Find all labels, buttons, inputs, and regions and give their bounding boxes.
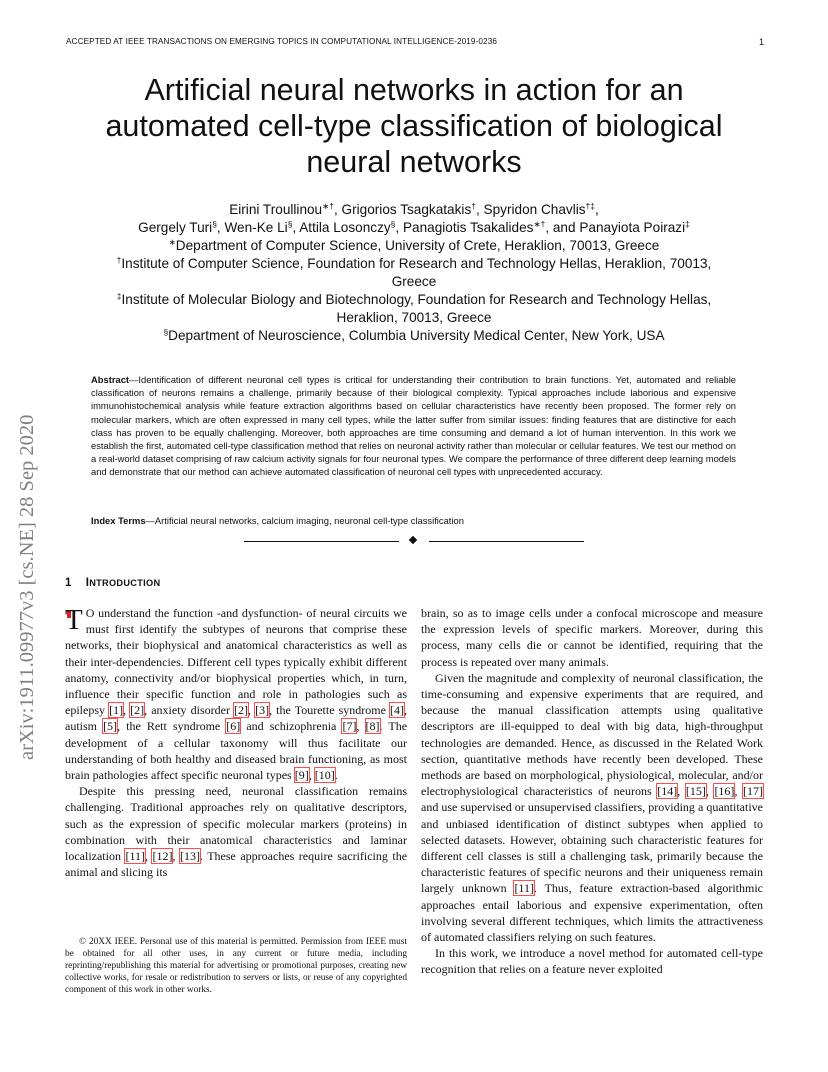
- paragraph-text: . Thus, feature extraction-based algorithmic approaches entail laborious and expensive experimentation, often involving several different techniques, which limits the attractiveness of automated classifiers relying on such features.: [421, 881, 764, 945]
- citation-link[interactable]: [3]: [255, 703, 270, 718]
- citation-link[interactable]: [12]: [152, 849, 173, 864]
- citation-link[interactable]: [11]: [514, 881, 534, 896]
- affiliation-text: Department of Computer Science, University of Crete, Heraklion, 70013, Greece: [175, 238, 660, 253]
- affiliation-columbia: [80, 327, 748, 345]
- separator: ,: [705, 784, 715, 799]
- paragraph: [421, 670, 763, 945]
- citation-link[interactable]: [5]: [103, 719, 118, 734]
- separator: ,: [172, 849, 180, 864]
- paragraph-text: , the Tourette syndrome: [269, 703, 390, 718]
- citation-link[interactable]: [8]: [365, 719, 380, 734]
- author-name: , Grigorios Tsagkatakis: [333, 202, 472, 217]
- citation-link[interactable]: [7]: [342, 719, 357, 734]
- title-line-3: neural networks: [306, 145, 522, 179]
- separator: ,: [734, 784, 744, 799]
- affiliation-text: Institute of Molecular Biology and Biotechnology, Foundation for Research and Technology Hellas,: [121, 292, 712, 307]
- paragraph-text: . The development of a cellular taxonomy will thus facilitate our understanding of both healthy and diseased brain functioning, as most brain pathologies affect specific neuronal types: [65, 719, 408, 783]
- affiliation-forth-imbb: [80, 291, 748, 309]
- right-column: [421, 605, 763, 978]
- affiliation-forth-imbb-cont: Heraklion, 70013, Greece: [336, 310, 492, 325]
- affiliation-mark: ∗†: [533, 219, 546, 229]
- affiliation-mark: †: [116, 255, 122, 265]
- paragraph: In this work, we introduce a novel method for automated cell-type recognition that relies on a feature never exploited: [421, 946, 763, 977]
- copyright-footnote: [65, 936, 407, 996]
- citation-link[interactable]: [16]: [714, 784, 735, 799]
- separator: ,: [677, 784, 686, 799]
- author-name: Gergely Turi: [138, 220, 213, 235]
- author-name: , Attila Losonczy: [292, 220, 391, 235]
- separator: ,: [123, 703, 131, 718]
- citation-link[interactable]: [4]: [390, 703, 404, 718]
- copyright-icon: ©: [79, 937, 87, 947]
- abstract: [91, 373, 736, 479]
- affiliation-text: Institute of Computer Science, Foundation for Research and Technology Hellas, Heraklion, 70013,: [121, 256, 712, 271]
- divider-rule-right: [429, 541, 584, 542]
- running-head: ACCEPTED AT IEEE TRANSACTIONS ON EMERGING TOPICS IN COMPUTATIONAL INTELLIGENCE-2019-0236: [66, 37, 498, 46]
- author-name: , Wen-Ke Li: [216, 220, 288, 235]
- paragraph: [65, 783, 407, 880]
- separator: ,: [145, 849, 153, 864]
- diamond-icon: [409, 536, 417, 544]
- divider-rule-left: [244, 541, 399, 542]
- citation-link[interactable]: [9]: [294, 768, 309, 783]
- paragraph-text: Despite this pressing need, neuronal classification remains challenging. Traditional approaches rely on qualitative descriptors, such as the expression of specific molecular markers (proteins) in combination with their anatomical characteristics and laminar localization: [65, 784, 407, 864]
- section-divider: [244, 541, 584, 542]
- citation-link[interactable]: [17]: [743, 784, 764, 799]
- citation-link[interactable]: [13]: [179, 849, 200, 864]
- paragraph-text: . These approaches require sacrificing the animal and slicing its: [65, 849, 408, 880]
- affiliation-mark: †: [471, 201, 476, 211]
- citation-link[interactable]: [1]: [109, 703, 124, 718]
- affiliation-mark: ∗: [168, 237, 176, 247]
- affiliation-mark: ∗†: [322, 201, 334, 211]
- paragraph-text: , the Rett syndrome: [117, 719, 227, 734]
- section-title-rest: NTRODUCTION: [89, 578, 161, 588]
- affiliation-mark: §: [390, 219, 396, 229]
- paragraph: brain, so as to image cells under a confocal microscope and measure the expression levels of specific markers. Moreover, during this process, many cells die or cannot be identified, requiring that the process is repeated over many animals.: [421, 606, 763, 669]
- footnote-body: 20XX IEEE. Personal use of this material is permitted. Permission from IEEE must be obtained for all other uses, in any current or future media, including reprinting/republishing this material for advertising or promotional purposes, creating new collective works, for resale or redistribution to servers or lists, or reuse of any copyrighted component of this work in other works.: [65, 937, 407, 996]
- author-line-1: [80, 201, 748, 219]
- drop-cap: T: [65, 604, 83, 636]
- affiliation-mark: §: [163, 327, 169, 337]
- author-name: Eirini Troullinou: [229, 202, 323, 217]
- affiliation-crete: [80, 237, 748, 255]
- title-line-2: automated cell-type classification of biological: [105, 109, 723, 143]
- separator: ,: [356, 719, 366, 734]
- author-name: , and Panayiota Poirazi: [545, 220, 686, 235]
- paragraph-text: , anxiety disorder: [144, 703, 235, 718]
- abstract-text: —Identification of different neuronal cell types is critical for understanding their contribution to brain functions. Yet, automated and reliable classification of neurons remains a challenge, primarily because of their biological complexity. Typical approaches include laborious and expensive immunohistochemical analysis while feature extraction algorithms based on cellular characteristics have recently been proposed. The former rely on molecular markers, which are often expressed in many cell types, while the latter suffer from similar issues: finding features that are distinctive for each class has proven to be equally challenging. Moreover, both approaches are time consuming and demand a lot of human intervention. In this work we establish the first, automated cell-type classification method that relies on neuronal activity rather than molecular or cellular features. We test our method on a real-world dataset comprising of raw calcium activity signals for four neuronal types. We compare the performance of three different deep learning models and demonstrate that our method can achieve automated classification of neuronal cell types with unprecedented accuracy.: [91, 374, 736, 478]
- title-line-1: Artificial neural networks in action for an: [144, 73, 684, 107]
- paragraph-text: O understand the function -and dysfunction- of neural circuits we must first identify the subtypes of neurons that comprise these networks, their biophysical and anatomical characteristics as well as their inter-dependencies. Different cell types typically exhibit different anatomy, connectivity and/or biophysical properties which, in turn, influence their specific function and role in pathologies such as epilepsy: [65, 606, 407, 718]
- paragraph-text: and use supervised or unsupervised classifiers, providing a quantitative and unbiased identification of distinct subtypes when applied to selected datasets. However, obtaining such characteristic features for different cell classes is still a challenging task, primarily because the characteristic features of specific neurons and their uniqueness remain largely unknown: [421, 800, 763, 896]
- abstract-label: Abstract: [91, 374, 130, 385]
- affiliation-mark: §: [212, 219, 217, 229]
- footnote-text: [65, 936, 407, 996]
- affiliation-mark: ‡: [685, 219, 690, 229]
- index-terms: [91, 514, 736, 527]
- citation-link[interactable]: [2]: [234, 703, 249, 718]
- affiliation-mark: §: [287, 219, 293, 229]
- author-name: , Spyridon Chavlis: [475, 202, 586, 217]
- paragraph-text: and schizophrenia: [240, 719, 343, 734]
- paragraph: [65, 605, 407, 783]
- index-terms-label: Index Terms: [91, 515, 146, 526]
- citation-link[interactable]: [14]: [657, 784, 678, 799]
- left-column: [65, 605, 407, 880]
- section-number: 1: [65, 577, 72, 589]
- paragraph-text: .: [334, 768, 338, 783]
- arxiv-identifier[interactable]: arXiv:1911.09977v3 [cs.NE] 28 Sep 2020: [16, 414, 38, 760]
- affiliation-mark: †‡: [585, 201, 596, 211]
- citation-link[interactable]: [6]: [226, 719, 241, 734]
- paragraph-text: , autism: [65, 703, 407, 734]
- citation-link[interactable]: [15]: [685, 784, 706, 799]
- author-name: , Panagiotis Tsakalides: [395, 220, 534, 235]
- affiliation-forth-ics-cont: Greece: [391, 274, 437, 289]
- section-title-initial: I: [85, 577, 90, 589]
- section-heading: [65, 577, 160, 589]
- citation-link[interactable]: [10]: [314, 768, 335, 783]
- arxiv-sidebar: [2, 414, 48, 806]
- page-number: 1: [758, 37, 764, 47]
- separator: ,: [308, 768, 315, 783]
- author-block: [80, 201, 748, 345]
- index-terms-text: —Artificial neural networks, calcium imaging, neuronal cell-type classification: [145, 515, 464, 526]
- author-line-2: [80, 219, 748, 237]
- affiliation-forth-ics: [80, 255, 748, 273]
- paper-title: [80, 72, 748, 180]
- citation-link[interactable]: [11]: [125, 849, 145, 864]
- author-separator: ,: [595, 202, 599, 217]
- citation-link[interactable]: [2]: [130, 703, 145, 718]
- affiliation-text: Department of Neuroscience, Columbia University Medical Center, New York, USA: [168, 328, 665, 343]
- affiliation-mark: ‡: [116, 291, 122, 301]
- separator: ,: [248, 703, 256, 718]
- paragraph-text: Given the magnitude and complexity of neuronal classification, the time-consuming and expensive experiments that are required, and because the manual classification attempts using qualitative descriptors are ill-equipped to deal with big data, high-throughput technologies are demanded. Hence, as discussed in the Related Work section, quantitative methods have recently been developed. These methods are based on morphological, physiological, molecular, and/or electrophysiological characteristics of neurons: [421, 670, 763, 799]
